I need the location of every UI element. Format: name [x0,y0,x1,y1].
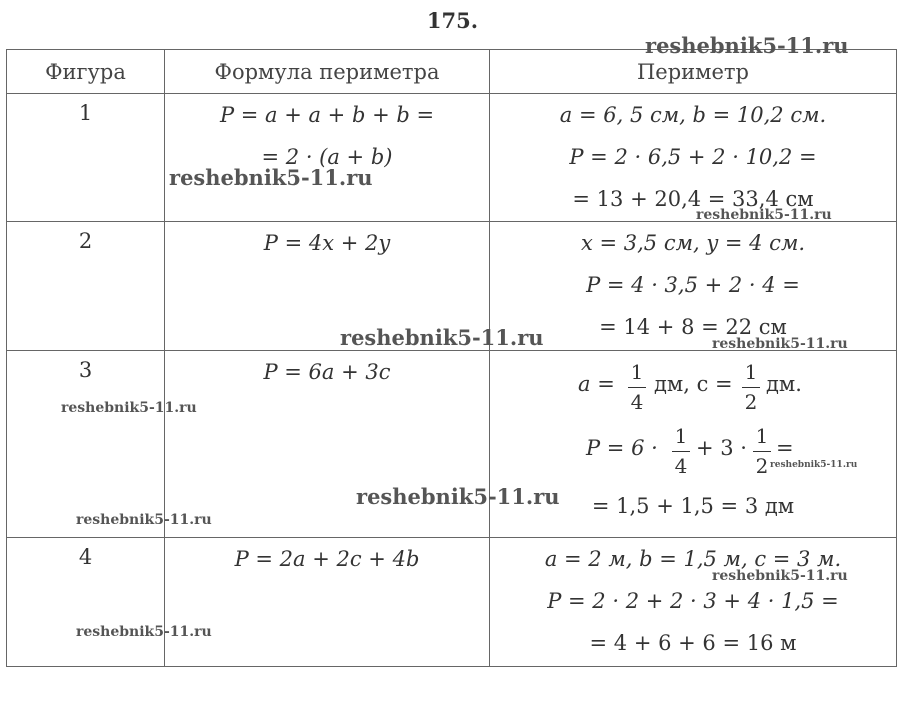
formula-line: P = a + a + b + b = [219,103,435,127]
header-figure: Фигура [7,50,165,94]
table-row [7,94,897,222]
fraction-denominator: 4 [674,454,688,478]
perimeter-line: P = 2 · 2 + 2 · 3 + 4 · 1,5 = [547,589,839,613]
perimeter-line: P = 2 · 6,5 + 2 · 10,2 = [569,145,817,169]
fraction-bar [672,451,690,452]
perimeter-line: = 14 + 8 = 22 см [599,315,787,339]
fraction-bar [628,387,646,388]
var-a-label: a = [578,372,615,396]
watermark: reshebnik5-11.ru [76,512,212,528]
perimeter-mid: + 3 · [696,436,747,460]
table-row [7,351,897,538]
perimeter-start: P = 6 · [586,436,658,460]
perimeter-equals: = [776,436,794,460]
perimeter-line: a = 2 м, b = 1,5 м, c = 3 м. [544,547,842,571]
fraction-numerator: 1 [755,424,769,448]
table-row [7,538,897,667]
header-perimeter: Периметр [490,50,897,94]
formula-line: P = 6a + 3c [263,360,391,384]
fraction-numerator: 1 [744,360,758,384]
perimeter-line: = 4 + 6 + 6 = 16 м [589,631,797,655]
perimeter-fraction-line [490,425,896,485]
watermark: reshebnik5-11.ru [712,336,848,352]
watermark: reshebnik5-11.ru [696,207,832,223]
watermark: reshebnik5-11.ru [169,165,373,190]
fraction-bar [753,451,771,452]
figure-number: 2 [78,229,93,253]
fraction-numerator: 1 [630,360,644,384]
watermark: reshebnik5-11.ru [712,568,848,584]
perimeter-line: x = 3,5 см, y = 4 см. [580,231,806,255]
page-title: 175. [426,8,479,33]
fraction-bar [742,387,760,388]
watermark: reshebnik5-11.ru [770,460,858,470]
watermark: reshebnik5-11.ru [340,325,544,350]
units-label: дм. [766,372,802,396]
perimeter-line: = 13 + 20,4 = 33,4 см [572,187,814,211]
figure-number: 1 [78,101,93,125]
formula-line: P = 4x + 2y [263,231,391,255]
figure-number: 4 [78,545,93,569]
formula-line: P = 2a + 2c + 4b [234,547,420,571]
fraction-denominator: 2 [744,390,758,414]
watermark: reshebnik5-11.ru [356,484,560,509]
perimeter-line: a = 6, 5 см, b = 10,2 см. [559,103,827,127]
header-formula: Формула периметра [165,50,490,94]
perimeter-fraction-line [490,361,896,417]
watermark: reshebnik5-11.ru [645,33,849,58]
fraction-denominator: 4 [630,390,644,414]
watermark: reshebnik5-11.ru [61,400,197,416]
units-c-label: дм, c = [654,372,733,396]
figure-number: 3 [78,358,93,382]
formula-line: = 2 · (a + b) [261,145,393,169]
fraction-numerator: 1 [674,424,688,448]
perimeter-line: = 1,5 + 1,5 = 3 дм [591,494,795,518]
watermark: reshebnik5-11.ru [76,624,212,640]
perimeter-line: P = 4 · 3,5 + 2 · 4 = [586,273,800,297]
fraction-denominator: 2 [755,454,769,478]
